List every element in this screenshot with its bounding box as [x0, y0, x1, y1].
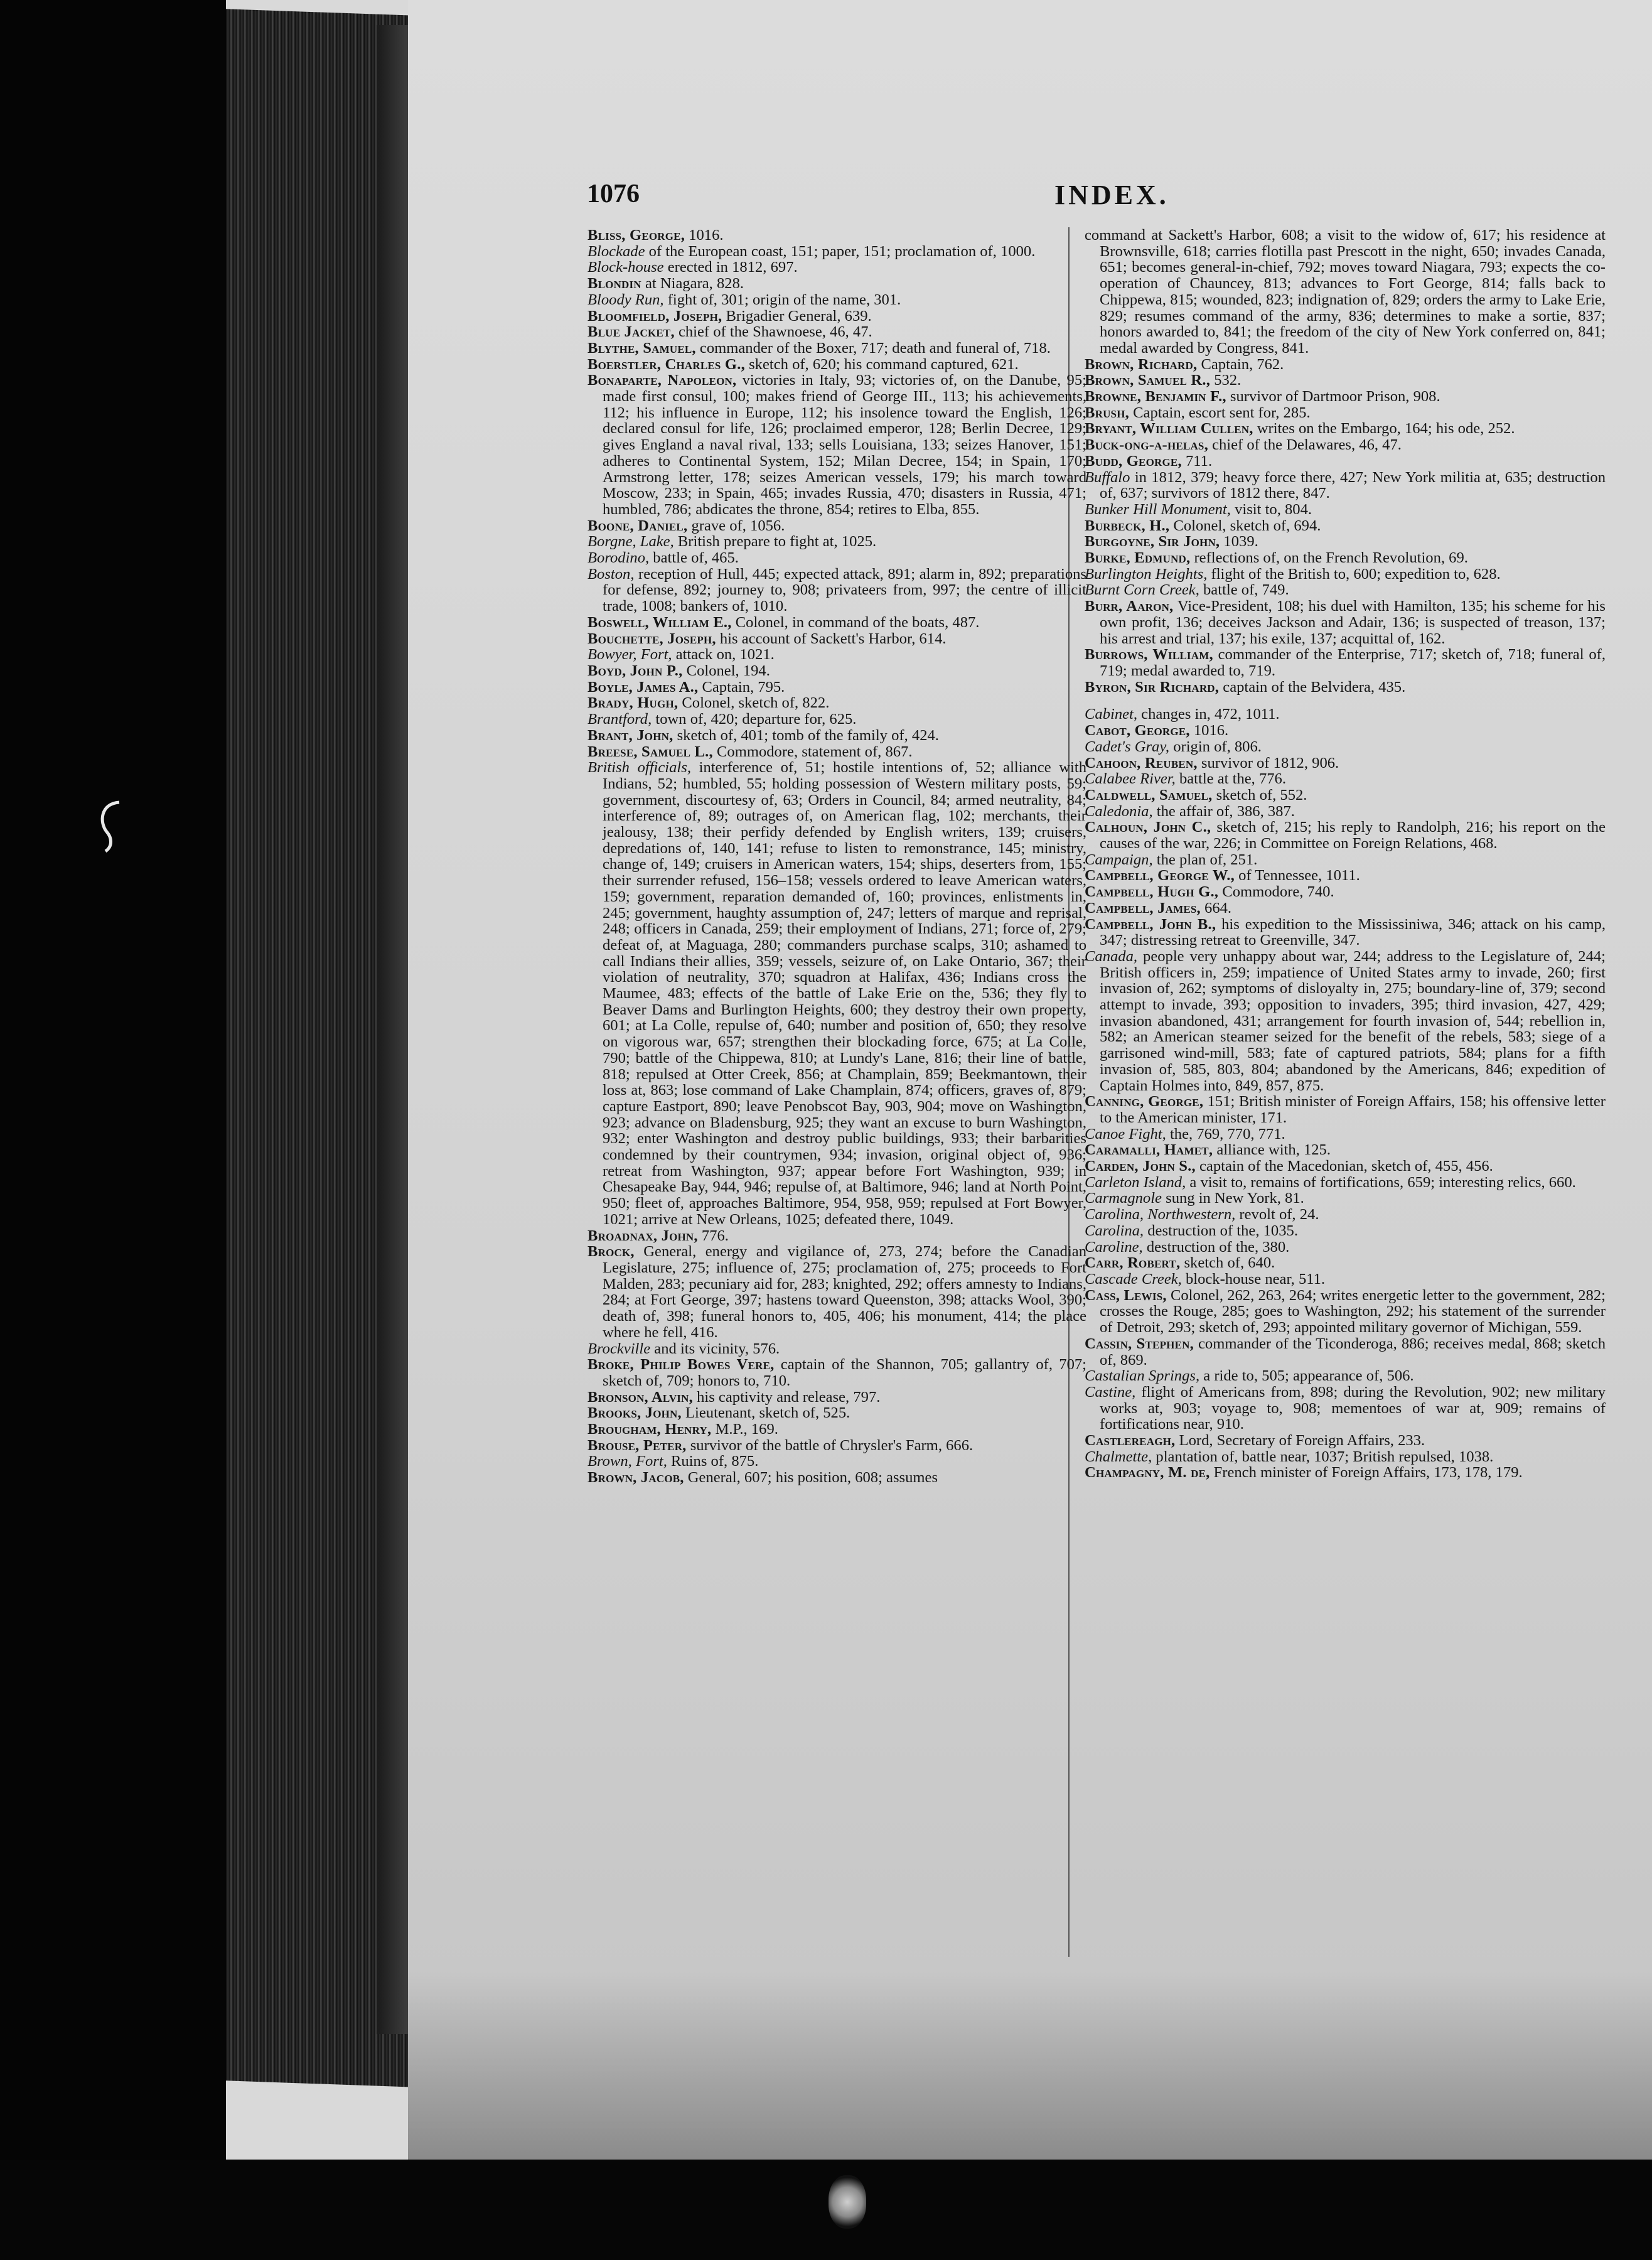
index-entry-heading: Brockville [587, 1340, 651, 1357]
index-entry-heading: Bronson, Alvin, [587, 1388, 693, 1406]
index-entry [1085, 1433, 1606, 1449]
index-entry [587, 244, 1086, 260]
index-entry-text: Lord, Secretary of Foreign Affairs, 233. [1175, 1432, 1425, 1450]
index-entry-text: 532. [1210, 372, 1242, 389]
index-entry [587, 340, 1086, 357]
index-entry-heading: Campbell, James, [1085, 899, 1201, 917]
index-entry-heading: Caledonia, [1085, 802, 1153, 820]
index-entry [1085, 437, 1606, 453]
index-entry-heading: Champagny, M. de, [1085, 1464, 1210, 1482]
index-entry [1085, 819, 1606, 851]
index-entry-text: chief of the Delawares, 46, 47. [1208, 436, 1402, 454]
index-entry-text: a ride to, 505; appearance of, 506. [1199, 1367, 1414, 1385]
index-entry-text: sketch of, 552. [1212, 786, 1307, 804]
index-entry [1085, 787, 1606, 804]
index-entry [587, 631, 1086, 647]
index-entry [587, 308, 1086, 325]
index-entry [587, 1438, 1086, 1454]
index-entry-heading: Canning, George, [1085, 1093, 1204, 1111]
index-entry-heading: Buck-ong-a-helas, [1085, 436, 1208, 454]
index-entry-heading: Breese, Samuel L., [587, 743, 713, 760]
index-entry-heading: Carr, Robert, [1085, 1254, 1181, 1272]
index-entry [587, 1357, 1086, 1389]
index-entry-text: Captain, 762. [1197, 355, 1284, 373]
index-entry-text: Brigadier General, 639. [722, 307, 872, 325]
index-entry-heading: Bowyer, Fort, [587, 646, 672, 664]
index-entry-text: 1039. [1220, 533, 1258, 551]
index-entry-heading: Bouchette, Joseph, [587, 630, 716, 647]
index-entry [1085, 357, 1606, 373]
index-entry [587, 1244, 1086, 1340]
index-entry-heading: Boyd, John P., [587, 662, 683, 679]
index-entry-heading: Castalian Springs, [1085, 1367, 1200, 1385]
index-entry-text: survivor of Dartmoor Prison, 908. [1226, 388, 1440, 406]
index-entry-text: 1016. [685, 227, 724, 244]
index-entry [1085, 1449, 1606, 1465]
index-entry-text: Vice-President, 108; his duel with Hamilton, 135; his scheme for his own profit, 136; deceives Jackson and Adair, 136; is suspected of treason, 137; his arrest and trial, 137; his exile, 137; acquittal of, 162. [1100, 598, 1606, 647]
index-entry-text: destruction of the, 380. [1142, 1238, 1290, 1256]
index-entry [1085, 1190, 1606, 1207]
index-entry [587, 728, 1086, 744]
index-entry-text: destruction of the, 1035. [1144, 1222, 1298, 1239]
index-entry-heading: Budd, George, [1085, 452, 1182, 470]
index-entry [1085, 372, 1606, 389]
index-entry-text: his expedition to the Mississiniwa, 346; attack on his camp, 347; distressing retreat to Greenville, 347. [1100, 915, 1606, 949]
index-entry-text: British prepare to fight at, 1025. [673, 533, 877, 551]
index-entry-text: the plan of, 251. [1152, 851, 1258, 868]
index-entry [1085, 739, 1606, 755]
index-entry-heading: Campbell, George W., [1085, 867, 1235, 885]
index-entry [1085, 917, 1606, 949]
index-entry-heading: British officials, [587, 759, 691, 777]
index-entry-text: survivor of the battle of Chrysler's Farm, 666. [686, 1436, 973, 1454]
index-entry [1085, 1207, 1606, 1223]
index-entry-text: French minister of Foreign Affairs, 173, 178, 179. [1210, 1464, 1523, 1482]
index-entry [587, 259, 1086, 276]
index-entry-text: attack on, 1021. [672, 646, 775, 664]
index-entry [587, 292, 1086, 308]
index-column-left [587, 227, 1086, 1486]
index-entry [1085, 706, 1606, 723]
index-entry-heading: Burbeck, H., [1085, 517, 1170, 534]
index-entry [587, 357, 1086, 373]
index-entry [1085, 647, 1606, 679]
index-entry-text: writes on the Embargo, 164; his ode, 252. [1253, 420, 1515, 438]
index-entry-heading: Caroline, [1085, 1238, 1143, 1256]
index-entry-heading: Carden, John S., [1085, 1158, 1196, 1175]
index-entry-heading: Canada, [1085, 947, 1138, 965]
index-entry-text: Commodore, 740. [1218, 883, 1334, 901]
index-entry [587, 372, 1086, 517]
index-entry-heading: Calhoun, John C., [1085, 819, 1211, 836]
index-entry [587, 550, 1086, 566]
index-entry-text: changes in, 472, 1011. [1137, 706, 1280, 723]
index-entry [1085, 1142, 1606, 1158]
index-entry-heading: Canoe Fight, [1085, 1125, 1166, 1143]
index-entry-heading: Cassin, Stephen, [1085, 1335, 1194, 1352]
index-entry [587, 711, 1086, 728]
index-entry-text: plantation of, battle near, 1037; British repulsed, 1038. [1152, 1448, 1494, 1465]
index-entry-text: 776. [697, 1227, 729, 1244]
index-entry [1085, 868, 1606, 884]
index-entry-text: M.P., 169. [711, 1421, 778, 1438]
page-number: 1076 [587, 180, 640, 208]
index-entry-heading: Byron, Sir Richard, [1085, 678, 1220, 696]
index-entry-heading: Brown, Richard, [1085, 355, 1198, 373]
index-entry [1085, 582, 1606, 598]
index-entry [1085, 453, 1606, 470]
index-entry-heading: Cascade Creek, [1085, 1271, 1182, 1288]
index-entry [1085, 1336, 1606, 1368]
index-entry-heading: Bloody Run, [587, 291, 664, 308]
index-entry [1085, 771, 1606, 787]
index-entry [1085, 1255, 1606, 1271]
index-entry [587, 1470, 1086, 1486]
index-entry-heading: Cass, Lewis, [1085, 1286, 1167, 1304]
index-entry-heading: Broke, Philip Bowes Vere, [587, 1356, 775, 1374]
index-entry [1085, 550, 1606, 566]
index-entry-text: Colonel, sketch of, 822. [678, 694, 830, 712]
index-entry-text: Captain, 795. [698, 678, 785, 696]
index-entry-heading: Chalmette, [1085, 1448, 1152, 1465]
index-entry [587, 1341, 1086, 1357]
binding-smudge [829, 2175, 866, 2229]
index-entry-text: of the European coast, 151; paper, 151; proclamation of, 1000. [645, 242, 1036, 260]
index-entry [1085, 598, 1606, 647]
index-entry-heading: Burgoyne, Sir John, [1085, 533, 1220, 551]
index-entry [587, 566, 1086, 615]
index-entry-text: Colonel, in command of the boats, 487. [731, 613, 980, 631]
index-entry-heading: Burke, Edmund, [1085, 549, 1191, 567]
index-entry-heading: Burrows, William, [1085, 646, 1213, 664]
index-entry-text: Colonel, 194. [682, 662, 770, 679]
index-entry-heading: Blythe, Samuel, [587, 339, 696, 357]
index-entry-heading: Brooks, John, [587, 1404, 682, 1422]
index-entry-text: at Niagara, 828. [641, 275, 744, 293]
index-entry-heading: Brown, Fort, [587, 1453, 667, 1470]
index-entry-heading: Castlereagh, [1085, 1432, 1176, 1450]
index-entry-heading: Burnt Corn Creek, [1085, 581, 1199, 599]
index-entry-heading: Cadet's Gray, [1085, 738, 1170, 755]
bottom-background [0, 2160, 1652, 2260]
index-entry-text: alliance with, 125. [1213, 1141, 1331, 1159]
index-entry-heading: Brock, [587, 1243, 635, 1261]
index-entry [587, 1389, 1086, 1406]
index-entry-text: flight of Americans from, 898; during the Revolution, 902; new military works at, 903; voyage to, 908; mementoes of war at, 909; remains of fortifications near, 910. [1100, 1383, 1606, 1433]
index-entry-heading: Boone, Daniel, [587, 517, 688, 534]
index-entry [587, 1421, 1086, 1438]
index-entry-heading: Boyle, James A., [587, 678, 699, 696]
index-entry [1085, 804, 1606, 820]
index-entry-text: General, energy and vigilance of, 273, 274; before the Canadian Legislature, 275; influence of, 275; proclamation of, 275; proceeds to Fort Malden, 283; pecuniary aid for, 283; knighted, 292; offers amnesty to Indians, 284; at Fort George, 397; hastens toward Queenston, 398; attacks Wool, 390; death of, 398; funeral honors to, 405, 406; his monument, 414; the place where he fell, 416. [603, 1243, 1086, 1341]
index-entry-heading: Campbell, Hugh G., [1085, 883, 1219, 901]
index-entry [587, 518, 1086, 534]
page-header [587, 179, 1579, 223]
index-entry [587, 1453, 1086, 1470]
index-entry-heading: Brown, Samuel R., [1085, 372, 1211, 389]
index-entry-heading: Brant, John, [587, 726, 673, 744]
index-entry-text: erected in 1812, 697. [663, 259, 798, 276]
index-entry-text: people very unhappy about war, 244; address to the Legislature of, 244; British officers in, 259; impatience of United States army to invade, 260; first invasion of, 262; symptoms of disloyalty in, 275; boundary-line of, 379; second attempt to invade, 393; opposition to invaders, 395; third invasion, 427, 429; invasion abandoned, 431; arrangement for fourth invasion of, 544; rebellion in, 582; an American steamer seized for the benefit of the rebels, 583; siege of a garrisoned wind-mill, 583; fate of captured patriots, 584; plans for a fifth invasion of, 585, 803, 804; abandoned by the Americans, 846; expedition of Captain Holmes into, 849, 857, 875. [1100, 947, 1606, 1094]
index-entry-text: reflections of, on the French Revolution, 69. [1190, 549, 1468, 567]
index-entry-heading: Campaign, [1085, 851, 1153, 868]
index-entry-text: origin of, 806. [1169, 738, 1262, 755]
index-entry-text: chief of the Shawnoese, 46, 47. [674, 323, 872, 341]
index-entry [587, 760, 1086, 1227]
index-entry-text: town of, 420; departure for, 625. [652, 711, 857, 728]
index-entry-heading: Brougham, Henry, [587, 1421, 712, 1438]
index-entry-heading: Buffalo [1085, 468, 1130, 486]
index-entry-heading: Broadnax, John, [587, 1227, 698, 1244]
index-entry [1085, 1158, 1606, 1175]
index-entry [1085, 1368, 1606, 1384]
index-entry-heading: Brown, Jacob, [587, 1469, 684, 1487]
index-entry-text: Lieutenant, sketch of, 525. [681, 1404, 850, 1422]
index-entry-heading: Carmagnole [1085, 1190, 1162, 1207]
index-entry-text: flight of the British to, 600; expedition to, 628. [1207, 565, 1501, 583]
index-entry-heading: Bliss, George, [587, 227, 685, 244]
index-entry-text: block-house near, 511. [1181, 1271, 1326, 1288]
index-entry-text: his captivity and release, 797. [692, 1388, 881, 1406]
index-entry [1085, 852, 1606, 868]
index-entry-text: the, 769, 770, 771. [1166, 1125, 1285, 1143]
index-entry [1085, 949, 1606, 1094]
index-entry [587, 1405, 1086, 1421]
index-entry [1085, 518, 1606, 534]
index-entry-text: Captain, escort sent for, 285. [1129, 404, 1311, 421]
index-entry [1085, 405, 1606, 421]
index-entry [587, 663, 1086, 679]
index-entry [1085, 421, 1606, 437]
index-entry [1085, 900, 1606, 917]
index-entry-text: captain of the Shannon, 705; gallantry of, 707; sketch of, 709; honors to, 710. [603, 1356, 1086, 1389]
index-entry-text: sketch of, 401; tomb of the family of, 424. [673, 726, 939, 744]
index-entry-text: sung in New York, 81. [1161, 1190, 1304, 1207]
index-entry-heading: Blondin [587, 275, 641, 293]
index-entry-heading: Burr, Aaron, [1085, 598, 1174, 615]
index-entry-heading: Carleton Island, [1085, 1173, 1186, 1191]
index-column-right [1085, 227, 1606, 1481]
index-entry [1085, 755, 1606, 772]
index-entry-heading: Bonaparte, Napoleon, [587, 372, 737, 389]
index-entry-text: General, 607; his position, 608; assumes [684, 1469, 938, 1487]
index-entry [587, 615, 1086, 631]
index-entry-text: survivor of 1812, 906. [1197, 754, 1339, 772]
index-entry [1085, 723, 1606, 739]
index-entry-text: commander of the Enterprise, 717; sketch of, 718; funeral of, 719; medal awarded to, 719. [1100, 646, 1606, 679]
index-entry-text: the affair of, 386, 387. [1152, 802, 1295, 820]
index-entry-text: of Tennessee, 1011. [1235, 867, 1360, 885]
index-entry-text: Ruins of, 875. [667, 1453, 759, 1470]
index-entry-heading: Bloomfield, Joseph, [587, 307, 722, 325]
index-entry [1085, 1223, 1606, 1239]
index-entry-text: 711. [1181, 452, 1213, 470]
index-entry [1085, 227, 1606, 357]
index-entry-heading: Carolina, Northwestern, [1085, 1206, 1236, 1224]
running-head: INDEX. [1054, 180, 1169, 210]
index-entry-heading: Caldwell, Samuel, [1085, 786, 1213, 804]
index-entry [587, 534, 1086, 550]
index-entry-heading: Borgne, Lake, [587, 533, 674, 551]
index-entry-heading: Campbell, John B., [1085, 915, 1216, 933]
index-entry-text: Commodore, statement of, 867. [712, 743, 913, 760]
index-entry-text: his account of Sackett's Harbor, 614. [716, 630, 947, 647]
index-entry [587, 647, 1086, 663]
left-background [0, 0, 226, 2260]
scan-mark-icon [94, 797, 132, 854]
index-entry [1085, 884, 1606, 900]
index-entry [1085, 1384, 1606, 1433]
index-entry-text: sketch of, 215; his reply to Randolph, 216; his report on the causes of the war, 226; in Committee on Foreign Relations, 468. [1100, 819, 1606, 853]
index-entry-heading: Caramalli, Hamet, [1085, 1141, 1213, 1159]
index-entry-text: 151; British minister of Foreign Affairs, 158; his offensive letter to the American minister, 171. [1100, 1093, 1606, 1126]
index-entry [1085, 1465, 1606, 1481]
index-entry-text: grave of, 1056. [687, 517, 785, 534]
index-entry-text: 664. [1200, 899, 1232, 917]
index-entry-heading: Boswell, William E., [587, 613, 732, 631]
index-entry-text: and its vicinity, 576. [650, 1340, 780, 1357]
index-entry-text: commander of the Ticonderoga, 886; receives medal, 868; sketch of, 869. [1100, 1335, 1606, 1369]
index-entry-text: fight of, 301; origin of the name, 301. [663, 291, 901, 308]
index-entry [587, 324, 1086, 340]
index-entry-text: battle of, 465. [649, 549, 739, 567]
index-entry [1085, 566, 1606, 583]
index-entry-heading: Brush, [1085, 404, 1129, 421]
index-entry-text: victories in Italy, 93; victories of, on the Danube, 95; made first consul, 100; makes friend of George III., 113; his achievements, 112; his influence in Europe, 112; his insolence toward the English, 126; declared consul for life, 126; proclaimed emperor, 128; Berlin Decree, 129; gives England a naval rival, 133; sells Louisiana, 133; seizes Hanover, 151; adheres to Continental System, 152; Milan Decree, 154; in Spain, 170; Armstrong letter, 178; seizes American vessels, 179; his march toward Moscow, 233; in Spain, 465; invades Russia, 470; disasters in Russia, 471; humbled, 786; abdicates the throne, 854; retires to Elba, 855. [603, 372, 1086, 518]
index-entry-text: command at Sackett's Harbor, 608; a visit to the widow of, 617; his residence at Brownsville, 618; carries flotilla past Prescott in the night, 650; invades Canada, 651; becomes general-in-chief, 792; moves toward Niagara, 793; expects the co-operation of Chauncey, 813; advances to Fort George, 814; falls back to Chippewa, 815; wounded, 823; indignation of, 829; orders the army to Lake Erie, 829; resumes command of the army, 836; determines to make a sortie, 837; honors awarded to, 841; the freedom of the city of New York conferred on, 841; medal awarded by Congress, 841. [1085, 227, 1606, 357]
index-entry-heading: Castine, [1085, 1383, 1136, 1401]
index-entry-text: battle at the, 776. [1175, 770, 1287, 788]
index-entry-text: reception of Hull, 445; expected attack, 891; alarm in, 892; preparations for defense, 892; journey to, 908; privateers from, 997; the centre of illicit trade, 1008; bankers of, 1010. [603, 565, 1086, 615]
index-entry-heading: Carolina, [1085, 1222, 1144, 1239]
index-entry-heading: Cahoon, Reuben, [1085, 754, 1198, 772]
index-entry-text: captain of the Belvidera, 435. [1219, 678, 1406, 696]
index-entry-heading: Cabot, George, [1085, 722, 1190, 740]
index-entry-heading: Brouse, Peter, [587, 1436, 687, 1454]
index-entry-text: visit to, 804. [1230, 500, 1312, 518]
index-entry-heading: Brady, Hugh, [587, 694, 678, 712]
index-entry [1085, 1288, 1606, 1336]
index-entry-text: in 1812, 379; heavy force there, 427; New York militia at, 635; destruction of, 637; survivors of 1812 there, 847. [1100, 468, 1606, 502]
index-entry-heading: Blue Jacket, [587, 323, 675, 341]
index-entry-text: battle of, 749. [1199, 581, 1289, 599]
index-entry [1085, 1239, 1606, 1256]
index-entry-heading: Burlington Heights, [1085, 565, 1208, 583]
index-entry [587, 276, 1086, 292]
index-entry [587, 679, 1086, 696]
index-entry-text: Colonel, 262, 263, 264; writes energetic letter to the government, 282; crosses the Rouge, 285; goes to Washington, 292; his statement of the surrender of Detroit, 293; sketch of, 293; appointed military governor of Michigan, 559. [1100, 1286, 1606, 1337]
index-entry-heading: Cabinet, [1085, 706, 1138, 723]
index-entry-heading: Block-house [587, 259, 664, 276]
index-entry [1085, 1094, 1606, 1126]
index-entry-heading: Bryant, William Cullen, [1085, 420, 1253, 438]
index-entry-text: sketch of, 620; his command captured, 621. [744, 355, 1019, 373]
index-entry-heading: Borodino, [587, 549, 650, 567]
letter-section-gap [1085, 695, 1606, 706]
index-entry [1085, 389, 1606, 405]
index-entry [587, 1228, 1086, 1244]
index-entry-text: captain of the Macedonian, sketch of, 455, 456. [1195, 1158, 1493, 1175]
index-entry-text: revolt of, 24. [1235, 1206, 1319, 1224]
index-entry [1085, 502, 1606, 518]
index-entry-text: Colonel, sketch of, 694. [1169, 517, 1321, 534]
index-entry [1085, 1175, 1606, 1191]
index-entry [587, 744, 1086, 760]
index-entry-heading: Calabee River, [1085, 770, 1176, 788]
index-entry [1085, 1271, 1606, 1288]
index-entry-heading: Bunker Hill Monument, [1085, 500, 1231, 518]
index-entry-heading: Browne, Benjamin F., [1085, 388, 1226, 406]
index-entry-heading: Boerstler, Charles G., [587, 355, 745, 373]
index-entry-heading: Brantford, [587, 711, 652, 728]
index-entry-text: a visit to, remains of fortifications, 659; interesting relics, 660. [1186, 1173, 1576, 1191]
index-entry-text: sketch of, 640. [1180, 1254, 1275, 1272]
index-entry-text: commander of the Boxer, 717; death and funeral of, 718. [695, 339, 1051, 357]
index-entry [1085, 1126, 1606, 1143]
index-entry-heading: Blockade [587, 242, 645, 260]
index-entry [1085, 534, 1606, 550]
index-entry [1085, 470, 1606, 502]
index-entry-text: interference of, 51; hostile intentions of, 52; alliance with Indians, 52; humbled, 55; holding possession of Western military posts, 59; government, discourtesy of, 63; Orders in Council, 84; armed neutrality, 84; interference of, 89; outrages of, on American flag, 102; merchants, their jealousy, 138; their perfidy defended by English writers, 139; cruisers, depredations of, 140, 141; refuse to listen to remonstrance, 145; ministry, change of, 149; cruisers in American waters, 154; ships, deserters from, 155; their surrender refused, 156–158; vessels ordered to leave American waters, 159; government, reparation demanded of, 160; provinces, enlistments in, 245; government, haughty assumption of, 247; letters of marque and reprisal, 248; officers in Canada, 259; their employment of Indians, 271; force of, 279; defeat of, at Maguaga, 280; commanders purchase scalps, 310; ashamed to call Indians their allies, 359; vessels, seizure of, on Lake Ontario, 367; their violation of neutrality, 370; squadron at Halifax, 436; Indians cross the Maumee, 483; effects of the battle of Lake Erie on the, 536; they fly to Beaver Dams and Burlington Heights, 600; they destroy their own property, 601; at La Colle, repulse of, 640; number and position of, 650; they resolve on vigorous war, 657; strengthen their blockading force, 675; at La Colle, 790; battle of the Chippewa, 810; at Lundy's Lane, 816; their line of battle, 818; repulsed at Otter Creek, 856; at Champlain, 859; Beekmantown, their loss at, 863; lose command of Lake Champlain, 874; officers, graves of, 879; capture Eastport, 890; leave Penobscot Bay, 903, 904; move on Washington, 923; advance on Bladensburg, 925; they want an excuse to burn Washington, 932; enter Washington and destroy public buildings, 933; their barbarities condemned by their countrymen, 934; invasion, original object of, 936; retreat from Washington, 937; appear before Fort Washington, 939; in Chesapeake Bay, 944, 946; repulse of, at Baltimore, 946; land at North Point, 950; fleet of, approaches Baltimore, 954, 958, 959; repulsed at Fort Bowyer, 1021; arrive at New Orleans, 1025; defeated there, 1049. [603, 759, 1086, 1228]
index-entry-heading: Boston, [587, 565, 635, 583]
index-entry [587, 695, 1086, 711]
index-entry [587, 227, 1086, 244]
index-entry-text: 1016. [1189, 722, 1229, 740]
index-entry [1085, 679, 1606, 696]
